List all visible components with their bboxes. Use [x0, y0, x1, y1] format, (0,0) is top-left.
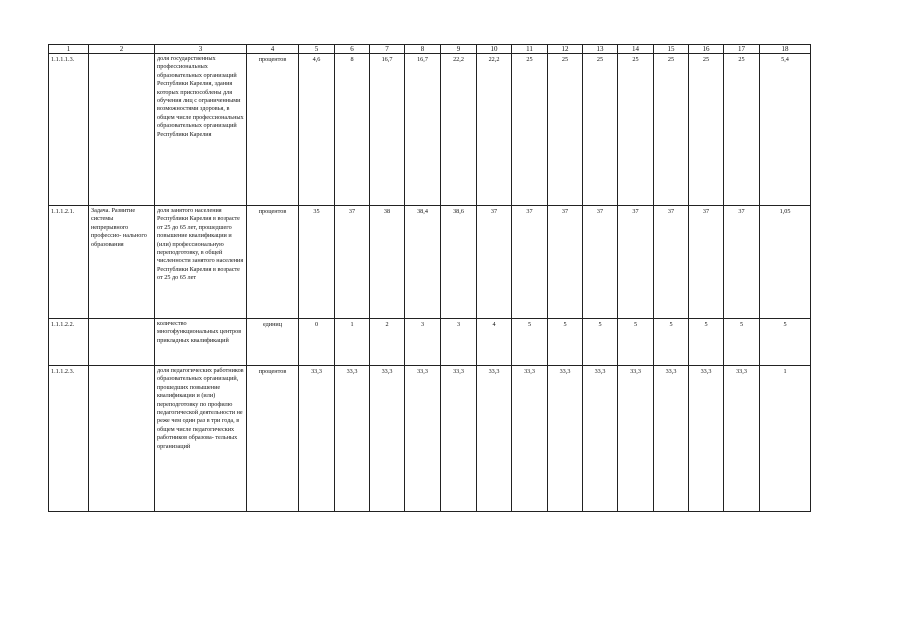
value-cell: 37 [618, 206, 654, 319]
value-cell: 33,3 [512, 366, 548, 512]
value-cell: 25 [618, 54, 654, 206]
header-cell: 5 [299, 45, 335, 54]
task-cell [89, 319, 155, 366]
value-cell: 5 [583, 319, 618, 366]
value-cell: 1 [760, 366, 811, 512]
header-cell: 18 [760, 45, 811, 54]
unit-cell: процентов [247, 366, 299, 512]
value-cell: 1 [335, 319, 370, 366]
header-cell: 3 [155, 45, 247, 54]
indicators-table [48, 44, 811, 512]
table-row [49, 206, 811, 319]
value-cell: 0 [299, 319, 335, 366]
value-cell: 4,6 [299, 54, 335, 206]
indicator-cell: количество многофункциональных центров прикладных квалификаций [155, 319, 247, 366]
value-cell: 33,3 [618, 366, 654, 512]
value-cell: 33,3 [583, 366, 618, 512]
value-cell: 8 [335, 54, 370, 206]
value-cell: 33,3 [441, 366, 477, 512]
value-cell: 5 [654, 319, 689, 366]
value-cell: 16,7 [405, 54, 441, 206]
unit-cell: процентов [247, 206, 299, 319]
value-cell: 33,3 [724, 366, 760, 512]
row-code: 1.1.1.2.2. [49, 319, 89, 366]
value-cell: 16,7 [370, 54, 405, 206]
value-cell: 25 [724, 54, 760, 206]
value-cell: 5 [724, 319, 760, 366]
value-cell: 25 [512, 54, 548, 206]
header-cell: 9 [441, 45, 477, 54]
header-cell: 11 [512, 45, 548, 54]
header-cell: 12 [548, 45, 583, 54]
value-cell: 22,2 [477, 54, 512, 206]
value-cell: 33,3 [335, 366, 370, 512]
header-cell: 4 [247, 45, 299, 54]
row-code: 1.1.1.1.3. [49, 54, 89, 206]
value-cell: 33,3 [654, 366, 689, 512]
value-cell: 25 [548, 54, 583, 206]
indicator-cell: доля занятого населения Республики Карелия в возрасте от 25 до 65 лет, прошедшего повышение квалификации и (или) профессиональную переподготовку, в общей численности занятого населения Республики Карелия в возрасте от 25 до 65 лет [155, 206, 247, 319]
header-cell: 8 [405, 45, 441, 54]
value-cell: 3 [405, 319, 441, 366]
table-row [49, 54, 811, 206]
value-cell: 37 [335, 206, 370, 319]
value-cell: 35 [299, 206, 335, 319]
header-cell: 2 [89, 45, 155, 54]
task-cell: Задача. Развитие системы непрерывного профессио- нального образования [89, 206, 155, 319]
value-cell: 37 [548, 206, 583, 319]
header-cell: 10 [477, 45, 512, 54]
value-cell: 3 [441, 319, 477, 366]
header-cell: 15 [654, 45, 689, 54]
header-cell: 7 [370, 45, 405, 54]
value-cell: 25 [654, 54, 689, 206]
row-code: 1.1.1.2.3. [49, 366, 89, 512]
value-cell: 2 [370, 319, 405, 366]
indicator-cell: доля педагогических работников образовательных организаций, прошедших повышение квалификации и (или) переподготовку по профилю педагогической деятельности не реже чем один раз в три года, в общем числе педагогических работников образова- тельных организаций [155, 366, 247, 512]
value-cell: 5 [689, 319, 724, 366]
value-cell: 25 [583, 54, 618, 206]
value-cell: 33,3 [370, 366, 405, 512]
value-cell: 5 [548, 319, 583, 366]
indicator-cell: доля государственных профессиональных образовательных организаций Республики Карелия, здания которых приспособлены для обучения лиц с ограниченными возможностями здоровья, в общем числе профессиональных образовательных организаций Республики Карелия [155, 54, 247, 206]
header-cell: 6 [335, 45, 370, 54]
header-cell: 17 [724, 45, 760, 54]
header-cell: 14 [618, 45, 654, 54]
value-cell: 1,05 [760, 206, 811, 319]
value-cell: 38 [370, 206, 405, 319]
value-cell: 5 [760, 319, 811, 366]
value-cell: 33,3 [477, 366, 512, 512]
value-cell: 5,4 [760, 54, 811, 206]
value-cell: 37 [689, 206, 724, 319]
unit-cell: единиц [247, 319, 299, 366]
value-cell: 33,3 [548, 366, 583, 512]
value-cell: 37 [512, 206, 548, 319]
value-cell: 33,3 [689, 366, 724, 512]
table-row [49, 366, 811, 512]
value-cell: 37 [724, 206, 760, 319]
header-cell: 13 [583, 45, 618, 54]
header-cell: 16 [689, 45, 724, 54]
value-cell: 38,6 [441, 206, 477, 319]
row-code: 1.1.1.2.1. [49, 206, 89, 319]
value-cell: 38,4 [405, 206, 441, 319]
value-cell: 22,2 [441, 54, 477, 206]
header-cell: 1 [49, 45, 89, 54]
table-row [49, 319, 811, 366]
value-cell: 33,3 [405, 366, 441, 512]
value-cell: 5 [618, 319, 654, 366]
unit-cell: процентов [247, 54, 299, 206]
value-cell: 37 [477, 206, 512, 319]
header-row [49, 45, 811, 54]
value-cell: 4 [477, 319, 512, 366]
value-cell: 5 [512, 319, 548, 366]
value-cell: 37 [583, 206, 618, 319]
task-cell [89, 54, 155, 206]
task-cell [89, 366, 155, 512]
value-cell: 33,3 [299, 366, 335, 512]
value-cell: 37 [654, 206, 689, 319]
value-cell: 25 [689, 54, 724, 206]
